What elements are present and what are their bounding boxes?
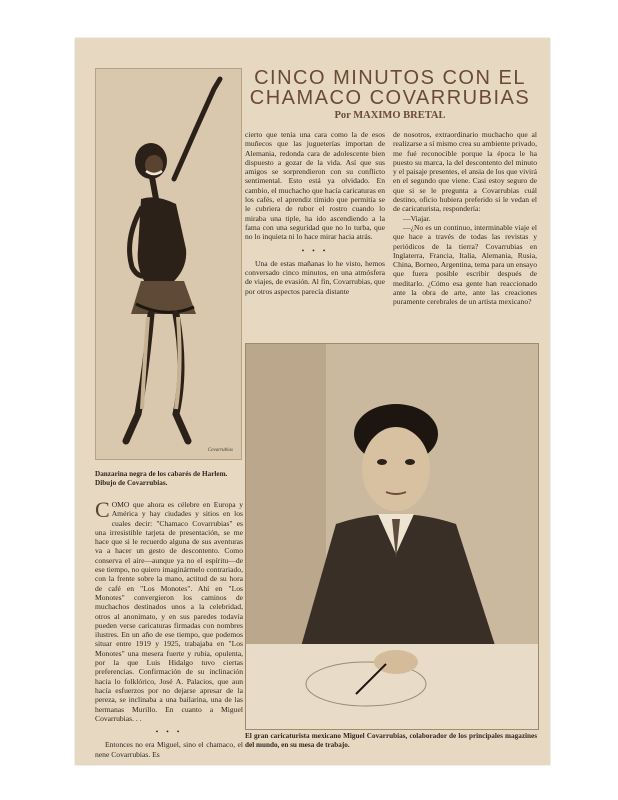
left-section-break: • • • — [155, 727, 183, 737]
dancer-drawing-icon — [96, 69, 241, 459]
dancer-illustration — [95, 68, 242, 460]
photo-caption: El gran caricaturista mexicano Miguel Covarrubias, colaborador de los principales magazines del mundo, en su mesa de trabajo. — [245, 732, 537, 749]
title-line-2: CHAMACO COVARRUBIAS — [249, 87, 531, 109]
mid-paragraph-2: Una de estas mañanas lo he visto, hemos conversado cinco minutos, en una atmósfera de viajes, de evasión. Al fin, Covarrubias, que por otros aspectos parecía distante — [245, 258, 385, 296]
column-right — [393, 130, 537, 307]
article-title — [245, 68, 535, 108]
right-paragraph-1: de nosotros, extraordinario muchacho que al realizarse a sí mismo crea su ambiente privado, me fué reconocible porque la época le ha puesto su marca, la del descontento del minuto y el paisaje presentes, el ansia de los que vivirá en el segundo que viene. Casi estoy seguro de que si se le pregunta a Covarrubias cuál destino, oficio hubiera preferido si le vedan el de caricaturista, respondería: — [393, 130, 537, 214]
drop-cap: C — [95, 497, 110, 522]
right-paragraph-2: —Viajar. — [403, 213, 431, 223]
illustration-signature: Covarrubias — [207, 448, 233, 453]
portrait-photo-icon — [246, 344, 538, 729]
mid-paragraph-1: cierto que tenía una cara como la de esos muñecos que las jugueterías importan de Alemania, redonda cara de adolescente bien dispuesto a gozar de la vida. Así que sus amigos se sorprendieron con su conflicto sentimental. Esto está ya olvidado. En cambio, el muchacho que hacía caricaturas en los cafés, el aprendiz tímido que permitía se le cubriera de rubor el rostro cuando lo miraba una tiple, ha ido ascendiendo a la fama con una seguridad que no lo turba, que no lo inquieta ni lo hace mirar hacia atrás. — [245, 130, 385, 242]
article-byline: Por MAXIMO BRETAL — [334, 110, 446, 121]
magazine-page — [75, 38, 550, 765]
left-paragraph-1-text: OMO que ahora es célebre en Europa y América y hay ciudades y sitios en los cuales decir: "Chamaco Covarrubias" es una irresistible tarjeta de presentación, se me hace que si le recuerdo alguna de sus aventuras va a hacer un gesto de descontento. Como conserva el aire—aunque ya no el espíritu—de ese tiempo, no quiero imaginármelo contrariado, con la frente sobre la mano, actitud de su hora de café en "Los Monotes". Ahí en "Los Monotes" convergieron los caminos de muchachos destinados unos a la celebridad, otros al anonimato, y en sus paredes todavía pueden verse caricaturas firmadas con nombres ilustres. En un año de ese tiempo, que podemos situar entre 1919 y 1925, trabajaba en "Los Monotes" una mesera fuerte y rubia, opulenta, por la que Luis Hidalgo tuvo ciertas preferencias. Confirmación de su inclinación hacia lo folklórico, José A. Palacios, que aun hacía esfuerzos por no dejarse apresar de la pereza, se inclinaba a una bailarina, una de las hermanas Murillo. En cuanto a Miguel Covarrubias. . . — [95, 500, 243, 723]
right-paragraph-3: —¿No es un continuo, interminable viaje el que hace a través de todas las revistas y periódicos de la tierra? Covarrubias en Inglaterra, Francia, Italia, Alemania, Rusia, China, Borneo, Argentina, tema para un ensayo que fuera posible escribir después de meditarlo. ¿Cómo esa gente han reaccionado ante la obra de arte, ante las creaciones puramente cerebrales de un artista mexicano? — [393, 222, 537, 307]
left-paragraph-1 — [95, 497, 243, 723]
column-middle — [245, 130, 385, 296]
illustration-caption: Danzarina negra de los cabarés de Harlem. Dibujo de Covarrubias. — [95, 470, 228, 487]
title-line-1: CINCO MINUTOS CON EL — [254, 67, 526, 89]
column-left — [95, 497, 243, 759]
covarrubias-photo — [245, 343, 539, 730]
left-paragraph-2: Entonces no era Miguel, sino el chamaco, el nene Covarrubias. Es — [95, 740, 243, 759]
mid-section-break: • • • — [301, 245, 329, 255]
